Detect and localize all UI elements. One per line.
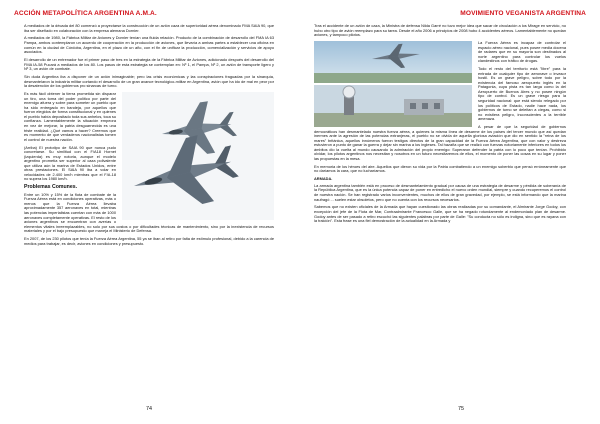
paragraph: Sabemos que no existen oficiales de la Armada que hayan cuestionado las obras realizadas por su comandante, el Almirante Jorge Godoy, con excepción del jefe de la Flota de Mar, Contraalmirante Francesco Galle, que se ha negado rotundamente al endemoniado plan de desarme. Godoy antes de ser pasado a retiro escuchó las siguientes palabras por parte de Galle: "Su conducta no sólo es indigna, sino que es rayana con la traición". Esta frase es una fiel demostración de la actualidad en la Armada y — [314, 204, 566, 224]
radar-tower-photo — [314, 85, 472, 127]
aircraft-banner-photo — [314, 41, 472, 83]
paragraph: El desarrollo de un entrenador fue el primer paso de tres en la estrategia de la Fábrica Militar de Aviones, adicionado después del desarrollo del FMA IA-58 Pucará a mediados de los 80. Los pasos de esta estrategia se contemplan en: Nº 1, el Pampa, Nº 2, un avión de transporte ligero y Nº 3, un avión de combate. — [24, 57, 274, 72]
page-number: 75 — [458, 406, 464, 412]
paragraph: En memoria de los héroes del aire. Aquellos que dieron su vida por la Patria combatiendo a un enemigo soberbio que pensó erróneamente que no daríamos la cara, que no lucharíamos. — [314, 163, 566, 174]
paragraph: A mediados de la década del 80 comenzó a proyectarse la construcción de un avión caza de superioridad aérea denominado FMA SAIA 90, que iba ser diseñado en colaboración con la empresa alemana Dornier. — [24, 23, 274, 33]
section-title: ARMADA. — [314, 176, 333, 182]
page-number: 74 — [146, 406, 152, 412]
paragraph: Todo el resto del territorio está "libre" para la entrada de cualquier tipo de aeronave o invasor hostil. Es un grave peligro, sobre todo por la existencia del famoso aeropuerto inglés en la Patagonia, cuya pista es tan larga como la del Aeropuerto de Buenos Aires y no posee ningún tipo de control. Es un grave riesgo para la seguridad nacional: que está siendo relegado por los políticos de Estado, nadie hace nada, los gobiernos de turno se deleitan a ciegas, como si no existiera peligro, inconscientes a la terrible amenaza. — [478, 66, 566, 122]
paragraph: La Fuerza Aérea es incapaz de controlar el espacio aéreo nacional, pues posee media docena de radares que en su mayoría son destinados al norte argentino para controlar los vuelos clandestinos con tráfico de drogas. — [478, 40, 566, 64]
paragraph: Sin duda Argentina iba a disponer de un avión inimaginable; pero las crisis económicas y las conspiraciones fraguadas por la sinarquía, desmantelaron la industria militar cortando el desarrollo de un gran avance tecnológico-militar en Argentina, avión que ha ido de mal en peor por la desatención de los gobiernos pro sinarcas de turno. — [24, 74, 274, 89]
right-page-header: MOVIMIENTO VEGANISTA ARGENTINA — [460, 10, 586, 17]
paragraph: Entre un 10% y 15% de la flota de combate de la Fuerza Aérea está en condiciones operativas, más o menos que la Fuerza Aérea llevaba aproximadamente 357 aeronaves en total, mientras las potencias imperialistas cuentan con más de 1000 aeronaves completamente operativas. El resto de los aviones argentinos se encuentran con averías o elementos vitales inreemplazables, no solo por sus costos o por dificultades técnicas de mantenimiento, sino por la inexistencia de recursos materiales y por el bajo presupuesto que maneja el Ministerio de Defensa. — [24, 191, 274, 234]
section-title: Problemas Comunes. — [24, 184, 78, 191]
photo-caption: (Arriba) El prototipo de SAIA 90 que nunca pudo concretarse. Su similitud con el F/A18 Hornet (izquierda) es muy notoria, aunque el modelo argentino prometía ser superior al caza polivalente que utiliza aún la marina de Estados Unidos, entre otras prestaciones. El SAIA 90 iba a volar en velocidades de 2.400 km/h mientras que el F/A-18 no supera los 1980 km/h. — [24, 144, 116, 182]
right-page-body — [314, 24, 566, 227]
paragraph: En 2007, de los 230 pilotos que tenía la Fuerza Aérea Argentina, 55 ya se iban al retiro por falta de estímulo profesional, debido a la carencia de medios para trabajar, es decir, aviones en condiciones y presupuesto. — [24, 236, 274, 246]
left-page-body — [24, 24, 274, 250]
paragraph: A pesar de que la seguridad de gobiernos democráticos han desmantelado nuestra fuerza aérea, a quienes la misma línea de desarme de los países del tercer mundo que así quedan inermes ante la agresión de las potencias extranjeras, el pueblo no se olvida de aquella gloriosa aviación que dio en sentido la "reina de los mares" británica, aquellos innúmeros fueron testigos directos de la gran capacidad de la Fuerza Aérea Argentina, que con valor y destreza estuvieron a punto de ganar la guerra y dejar sin marina a los ingleses. Tal hazaña que se realizó con fuerzas notoriamente inferiores en todos los ámbitos dio la vuelta al mundo causando la admiración del propio enemigo: Superaron defender la patria con lo poco que tenían. Prohibido olvidar, los pilotos argentinos nos necesitan y nosotros en un futuro necesitaremos de ellos, el momento de poner las cosas en su lugar y poner las propuestas en la mesa. — [314, 124, 566, 161]
left-page-header: ACCIÓN METAPOLÍTICA ARGENTINA A.M.A. — [14, 10, 157, 17]
paragraph: La armada argentina también está en proceso de desmantelamiento gradual por causa de una estrategia de desarme y pérdida de soberanía de la República Argentina, que es la única potencia capaz de poner en entredicho el nuevo orden mundial, siempre y cuando recuperemos el control de nuestra nación. Se han registrado varios inconvenientes, muchos de ellos de gran gravedad, por ejemplo, se está informando que la marina naufragó ... suelen estar obsoletos, pero que no cuenta con los recursos necesarios. — [314, 182, 566, 202]
paragraph: A mediados de 1980, la Fábrica Militar de Aviones y Dornier tenían una fluida relación. Producto de la combinación de desarrollo del FMA IA 63 Pampa, ambos contemplaron un acuerdo de cooperación en la producción de aviones, que llevaría a ambas partes a establecer una oficina en común en la ciudad de Córdoba, Argentina, en el plazo de un año, con el fin de unificar la producción, comercialización y servicios de apoyo asociados. — [24, 35, 274, 55]
paragraph: Tras el accidente de un avión de caza, la Ministra de defensa Nilda Garré no tuvo mejor idea que sacar de circulación a los Mirage en servicio, no hubo otro tipo de avión reemplazo para su tarea. Desde el año 2006 a principios de 2008 hubo 4 accidentes aéreos. Lamentablemente no quedan aviones, y tampoco pilotos. — [314, 23, 566, 38]
jet-pair-photo — [122, 92, 274, 220]
paragraph: Es más fácil obtener la tierra prometida sin disparar un tiro, una toma del poder político por parte del enemigo afuera y sobre para someter un pueblo que ha sido entregado en bandeja, por aquellos que fueron elegidos de forma constitucional y en quienes el pueblo había depositado toda sus anhelos, toca su confianza. Lamentablemente la situación empeora en vez de mejorar, la patria desguarnecida es una triste realidad. ¿Qué vamos a hacer? Creemos que es momento de que verdaderos nacionalistas tomen el control de nuestra nación. — [24, 91, 116, 142]
right-page — [300, 0, 600, 424]
